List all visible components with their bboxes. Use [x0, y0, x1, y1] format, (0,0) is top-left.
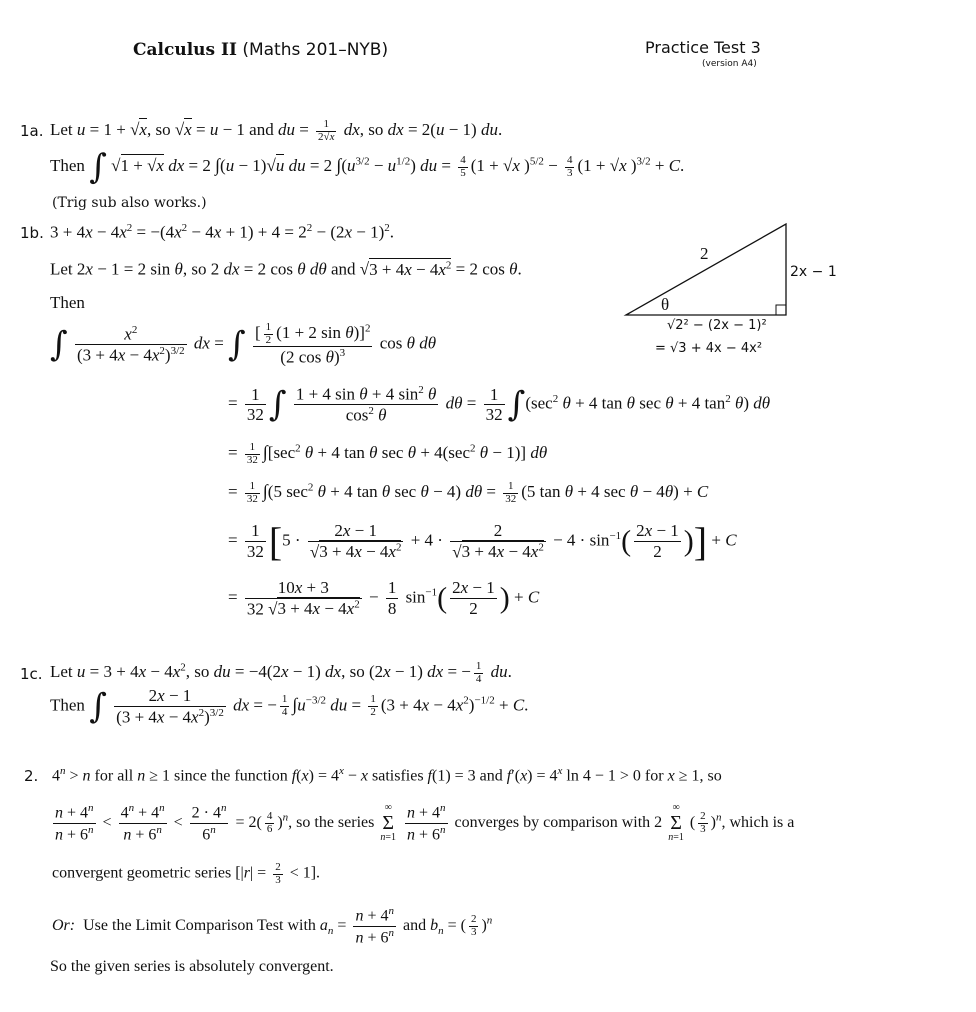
- and-word: and: [330, 259, 356, 279]
- converges-text: converges by comparison with 2: [454, 813, 663, 831]
- test-title: Practice Test 3: [645, 38, 761, 57]
- lct-text: Use the Limit Comparison Test with: [83, 916, 316, 934]
- right-angle-mark: [776, 305, 786, 315]
- problem-1b-then: Then: [50, 293, 85, 312]
- so-series-text: , so the series: [288, 813, 375, 831]
- problem-1a-line2: Then ∫ √1 + √x dx = 2 ∫(u − 1)√u du = 2 $\int(u^{3/2} - u^{1/2})$ du = $\frac{4}{5}$ (1 + √x )$^{5/2}$ − $\frac{4}{3}$ (1 + √x )$^{3/2}$ + C.: [50, 147, 685, 187]
- problem-2-line1: $4^n > n$ for all n ≥ 1 since the function $f(x) = 4^x - x$ satisfies f(1) = 3 and $f'(x) = 4^x$ ln 4 − 1 > 0 for x ≥ 1, so: [52, 765, 722, 785]
- geometric-text-b: convergent geometric series: [52, 864, 232, 882]
- integral-line6: = $\frac{10x + 3}{32 √3 + 4x - 4x^2}$ − $\frac{1}{8}$ $\sin^{-1}$( $\frac{2x - 1}{2}$ ) + C: [228, 578, 540, 619]
- problem-2-label: 2.: [24, 767, 39, 785]
- course-title: [133, 40, 388, 60]
- triangle-hypotenuse-label: 2: [700, 244, 709, 263]
- problem-1a-line1: Let u = 1 + √x, so √x = u − 1 and du = $\frac{1}{2√x}$ dx, so dx = 2(u − 1) du.: [50, 118, 503, 143]
- for-all-text: for all: [94, 767, 134, 785]
- satisfies-text: satisfies: [372, 767, 424, 785]
- version-label: (version A4): [702, 59, 757, 69]
- integral-line1: ∫ $\frac{x^2}{(3 + 4x - 4x^2)^{3/2}}$ dx = ∫ [ $\frac{1}{2}$ (1 + 2 sin θ)]$^2$ (2 cos θ)$^3$ cos θ dθ: [50, 321, 437, 367]
- triangle-adjacent-line2: = √3 + 4x − 4x²: [655, 341, 763, 356]
- problem-1c-line1: Let $u = 3 + 4x - 4x^2$, so du = −4(2x − 1) dx, so (2x − 1) dx = − $\frac{1}{4}$ du.: [50, 660, 512, 685]
- problem-1c-label: 1c.: [20, 665, 43, 683]
- integral-line5: = $\frac{1}{32}$ [5 · $\frac{2x - 1}{√3 + 4x - 4x^2}$ + 4 · $\frac{2}{√3 + 4x - 4x^2}$ − $4 \cdot \sin^{-1}$( $\frac{2x - 1}{2}$ )] + C: [228, 519, 737, 564]
- let-word: Let: [50, 661, 73, 681]
- problem-1b-line2: Let 2x − 1 = 2 sin θ, so 2 dx = 2 cos θ dθ and $√3 + 4x - 4x^2 = 2$ cos θ.: [50, 259, 522, 279]
- course-name: Calculus II: [133, 40, 237, 60]
- problem-1b-line1: $3 + 4x - 4x^2 = -(4x^2 - 4x + 1) + 4 = 2^2 - (2x - 1)^2$.: [50, 222, 395, 242]
- integral-line4: = $\frac{1}{32}$ ∫(5 $\sec^2 \theta + 4$ tan θ sec θ − 4) dθ = $\frac{1}{32}$ (5 tan θ + 4 sec θ − 4θ) + C: [228, 480, 709, 505]
- geometric-text-a: , which is a: [721, 813, 795, 831]
- problem-2-line3: convergent geometric series [|r| = $\frac{2}{3}$ < 1].: [52, 861, 321, 886]
- let-word: Let: [50, 119, 73, 139]
- triangle-shape: [626, 224, 786, 315]
- since-function-text: since the function: [173, 767, 288, 785]
- and-word: and: [249, 119, 274, 139]
- course-code: (Maths 201–NYB): [242, 40, 389, 60]
- let-word: Let: [50, 259, 73, 279]
- problem-2-line4: Or: Use the Limit Comparison Test with $a_n$ = $\frac{n + 4^n}{n + 6^n}$ and $b_n$ = ( $\frac{2}{3}$ )$^n$: [52, 905, 493, 947]
- for-text: for: [644, 767, 664, 785]
- reference-triangle: [620, 218, 800, 322]
- conclusion: So the given series is absolutely convergent.: [50, 958, 334, 975]
- problem-1c-line2: Then ∫ $\frac{2x - 1}{(3 + 4x - 4x^2)^{3/2}}$ dx = − $\frac{1}{4}$ $\int u^{-3/2}$ du = $\frac{1}{2}$ $(3 + 4x - 4x^2)^{-1/2} + C$.: [50, 686, 529, 727]
- problem-1a-label: 1a.: [20, 122, 44, 140]
- integral-line3: = $\frac{1}{32}$ $\int[\sec^2$ θ + 4 tan θ $\sec \theta + 4(\sec^2$ θ − 1)] dθ: [228, 441, 548, 466]
- problem-1b-label: 1b.: [20, 224, 44, 242]
- integral-line2: = $\frac{1}{32}$ ∫ $\frac{1 + 4 \sin \theta + 4 \sin^2 \theta}{\cos^2 \theta}$ dθ = $\frac{1}{32}$ $\int(\sec^2$ θ + 4 tan θ sec θ + 4 $\tan^2 \theta$) dθ: [228, 384, 771, 425]
- problem-2-line2: $\frac{n + 4^n}{n + 6^n}$ < $\frac{4^n + 4^n}{n + 6^n}$ < $\frac{2 \cdot 4^n}{6^n}$ = 2( $\frac{4}{6}$ )$^n$, so the series ∞ Σ n=1 $\frac{n + 4^n}{n + 6^n}$ converges by comparison with 2 ∞ Σ n=1 ( $\frac{2}{3}$ )$^n$, which is a: [55, 802, 795, 844]
- trig-note: (Trig sub also works.): [52, 195, 207, 211]
- or-text: Or:: [52, 916, 76, 934]
- then-word: Then: [50, 155, 85, 175]
- triangle-angle-label: θ: [661, 295, 670, 314]
- then-word: Then: [50, 695, 85, 715]
- triangle-adjacent-line1: √2² − (2x − 1)²: [667, 318, 767, 333]
- triangle-opposite-label: 2x − 1: [790, 264, 837, 280]
